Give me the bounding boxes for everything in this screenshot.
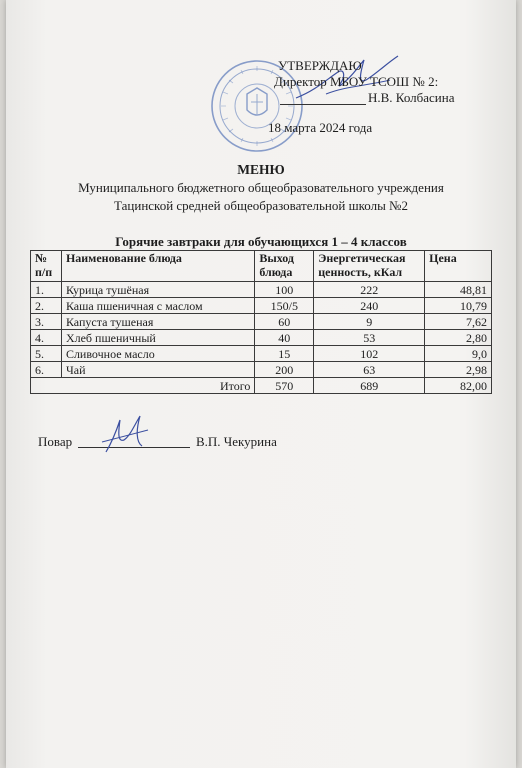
dish-output: 150/5 bbox=[255, 298, 314, 314]
organization-line-1: Муниципального бюджетного общеобразовательного учреждения bbox=[78, 180, 444, 195]
dish-name: Курица тушёная bbox=[61, 282, 254, 298]
table-row bbox=[31, 298, 492, 314]
dish-output: 200 bbox=[255, 362, 314, 378]
menu-title: МЕНЮ bbox=[237, 162, 285, 177]
column-header-dish: Наименование блюда bbox=[61, 251, 254, 282]
total-label: Итого bbox=[31, 378, 255, 394]
cook-signature bbox=[96, 412, 156, 456]
director-title: Директор МБОУ ТСОШ № 2: bbox=[274, 74, 439, 89]
approval-date: 18 марта 2024 года bbox=[268, 120, 373, 135]
organization-line-2: Тацинской средней общеобразовательной школы №2 bbox=[114, 198, 408, 213]
dish-name: Хлеб пшеничный bbox=[61, 330, 254, 346]
dish-energy: 240 bbox=[314, 298, 425, 314]
row-number: 5. bbox=[31, 346, 62, 362]
dish-price: 48,81 bbox=[425, 282, 492, 298]
column-header-energy: Энергетическая ценность, кКал bbox=[314, 251, 425, 282]
total-output: 570 bbox=[255, 378, 314, 394]
row-number: 1. bbox=[31, 282, 62, 298]
column-header-price: Цена bbox=[425, 251, 492, 282]
dish-energy: 63 bbox=[314, 362, 425, 378]
row-number: 2. bbox=[31, 298, 62, 314]
table-row bbox=[31, 346, 492, 362]
dish-name: Чай bbox=[61, 362, 254, 378]
director-name: Н.В. Колбасина bbox=[368, 90, 455, 105]
director-signature-line bbox=[280, 104, 366, 105]
dish-price: 9,0 bbox=[425, 346, 492, 362]
dish-energy: 53 bbox=[314, 330, 425, 346]
column-header-output: Выход блюда bbox=[255, 251, 314, 282]
row-number: 6. bbox=[31, 362, 62, 378]
dish-name: Сливочное масло bbox=[61, 346, 254, 362]
row-number: 3. bbox=[31, 314, 62, 330]
dish-name: Каша пшеничная с маслом bbox=[61, 298, 254, 314]
menu-subtitle: Горячие завтраки для обучающихся 1 – 4 классов bbox=[115, 234, 407, 249]
total-energy: 689 bbox=[314, 378, 425, 394]
column-header-number: № п/п bbox=[31, 251, 62, 282]
dish-output: 15 bbox=[255, 346, 314, 362]
menu-table bbox=[30, 250, 492, 394]
total-price: 82,00 bbox=[425, 378, 492, 394]
dish-energy: 222 bbox=[314, 282, 425, 298]
table-row bbox=[31, 282, 492, 298]
dish-energy: 102 bbox=[314, 346, 425, 362]
approve-heading: УТВЕРЖДАЮ bbox=[278, 58, 362, 73]
table-total-row bbox=[31, 378, 492, 394]
table-header-row bbox=[31, 251, 492, 282]
cook-name: В.П. Чекурина bbox=[196, 434, 277, 449]
dish-output: 100 bbox=[255, 282, 314, 298]
dish-output: 60 bbox=[255, 314, 314, 330]
table-row bbox=[31, 330, 492, 346]
table-row bbox=[31, 362, 492, 378]
dish-name: Капуста тушеная bbox=[61, 314, 254, 330]
row-number: 4. bbox=[31, 330, 62, 346]
cook-label: Повар bbox=[38, 434, 73, 449]
dish-price: 2,98 bbox=[425, 362, 492, 378]
dish-price: 7,62 bbox=[425, 314, 492, 330]
dish-price: 10,79 bbox=[425, 298, 492, 314]
dish-output: 40 bbox=[255, 330, 314, 346]
table-row bbox=[31, 314, 492, 330]
dish-price: 2,80 bbox=[425, 330, 492, 346]
dish-energy: 9 bbox=[314, 314, 425, 330]
